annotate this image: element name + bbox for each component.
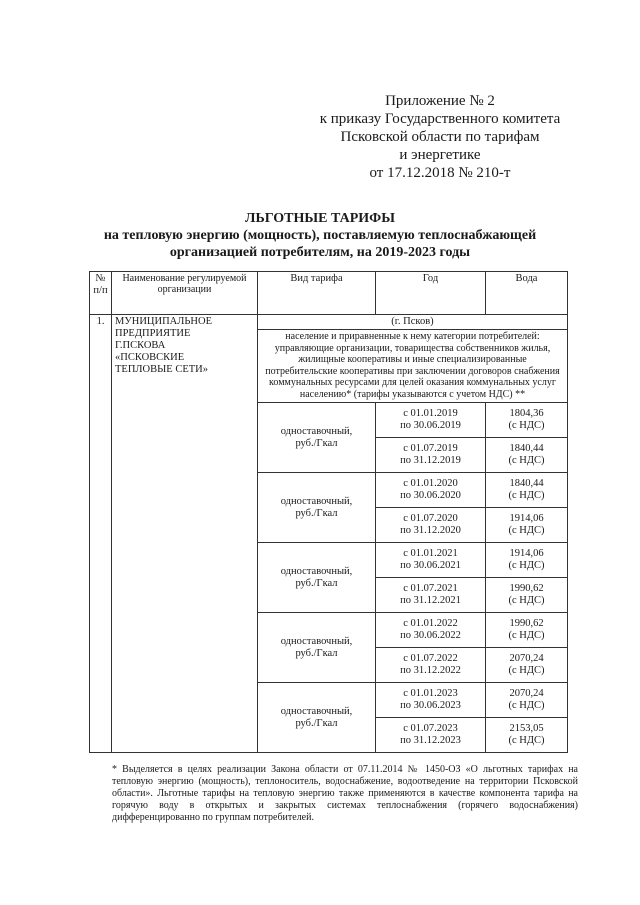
- tariff-value: [486, 508, 568, 543]
- header-year: Год: [376, 272, 486, 315]
- tariff-type-line: одноставочный,: [280, 705, 353, 717]
- header-type: Вид тарифа: [258, 272, 376, 315]
- tariff-value: [486, 543, 568, 578]
- vat-note: (с НДС): [508, 560, 545, 571]
- org-line: Г.ПСКОВА: [115, 340, 166, 351]
- tariff-unit: руб./Гкал: [295, 647, 338, 659]
- period-from: с 01.07.2022: [403, 653, 458, 664]
- vat-note: (с НДС): [508, 735, 545, 746]
- tariff-value: [486, 683, 568, 718]
- period-to: по 30.06.2022: [400, 630, 461, 641]
- period-to: по 31.12.2023: [400, 735, 461, 746]
- tariff-type: [258, 473, 376, 543]
- org-line: МУНИЦИПАЛЬНОЕ: [115, 316, 212, 327]
- period-to: по 31.12.2021: [400, 595, 461, 606]
- period-from: с 01.01.2020: [403, 478, 458, 489]
- title-line: организацией потребителям, на 2019-2023 годы: [169, 245, 471, 260]
- tariff-value: [486, 613, 568, 648]
- tariff-amount: 1914,06: [509, 513, 544, 524]
- table-row: [90, 315, 568, 330]
- period-cell: [376, 683, 486, 718]
- tariff-amount: 2070,24: [509, 688, 544, 699]
- period-to: по 31.12.2022: [400, 665, 461, 676]
- tariff-amount: 2070,24: [509, 653, 544, 664]
- period-cell: [376, 438, 486, 473]
- document-title: [90, 210, 550, 261]
- period-cell: [376, 473, 486, 508]
- period-from: с 01.01.2021: [403, 548, 458, 559]
- tariff-type-line: одноставочный,: [280, 635, 353, 647]
- org-line: ПРЕДПРИЯТИЕ: [115, 328, 191, 339]
- period-from: с 01.01.2022: [403, 618, 458, 629]
- period-to: по 30.06.2019: [400, 420, 461, 431]
- period-from: с 01.07.2020: [403, 513, 458, 524]
- title-line: ЛЬГОТНЫЕ ТАРИФЫ: [245, 211, 395, 226]
- header-org: Наименование регулируемой организации: [112, 272, 258, 315]
- org-line: ТЕПЛОВЫЕ СЕТИ»: [115, 364, 208, 375]
- vat-note: (с НДС): [508, 490, 545, 501]
- period-from: с 01.07.2021: [403, 583, 458, 594]
- table-body: [90, 315, 568, 753]
- appendix-line: и энергетике: [399, 147, 481, 163]
- tariff-unit: руб./Гкал: [295, 577, 338, 589]
- appendix-line: к приказу Государственного комитета: [319, 111, 561, 127]
- tariff-type-line: одноставочный,: [280, 425, 353, 437]
- organization-name: [112, 315, 258, 753]
- tariff-amount: 1840,44: [509, 443, 544, 454]
- period-to: по 30.06.2021: [400, 560, 461, 571]
- tariff-amount: 1840,44: [509, 478, 544, 489]
- period-to: по 30.06.2020: [400, 490, 461, 501]
- period-cell: [376, 403, 486, 438]
- vat-note: (с НДС): [508, 665, 545, 676]
- tariff-unit: руб./Гкал: [295, 717, 338, 729]
- tariff-type: [258, 403, 376, 473]
- tariff-type: [258, 613, 376, 683]
- tariff-value: [486, 718, 568, 753]
- tariff-amount: 1990,62: [509, 583, 544, 594]
- period-from: с 01.07.2023: [403, 723, 458, 734]
- tariff-unit: руб./Гкал: [295, 437, 338, 449]
- title-line: на тепловую энергию (мощность), поставляемую теплоснабжающей: [103, 228, 537, 243]
- period-cell: [376, 718, 486, 753]
- footnote: * Выделяется в целях реализации Закона области от 07.11.2014 № 1450-ОЗ «О льготных тарифах на тепловую энергию (мощность), теплоноситель, водоснабжение, водоотведение на территории Псковской области». Льготные тарифы на тепловую энергию также применяются в качестве компонента тарифа на горячую воду в открытых и закрытых системах теплоснабжения (горячего водоснабжения) дифференцированно по группам потребителей.: [112, 764, 578, 823]
- period-cell: [376, 613, 486, 648]
- tariff-amount: 1914,06: [509, 548, 544, 559]
- tariff-value: [486, 438, 568, 473]
- tariff-type: [258, 543, 376, 613]
- tariff-value: [486, 473, 568, 508]
- org-line: «ПСКОВСКИЕ: [115, 352, 185, 363]
- period-cell: [376, 648, 486, 683]
- period-to: по 31.12.2020: [400, 525, 461, 536]
- vat-note: (с НДС): [508, 595, 545, 606]
- tariff-value: [486, 648, 568, 683]
- vat-note: (с НДС): [508, 420, 545, 431]
- period-cell: [376, 578, 486, 613]
- city-cell: (г. Псков): [258, 315, 568, 330]
- tariff-type-line: одноставочный,: [280, 565, 353, 577]
- tariff-amount: 1804,36: [509, 408, 544, 419]
- appendix-header: [300, 92, 580, 182]
- tariff-type: [258, 683, 376, 753]
- tariff-value: [486, 403, 568, 438]
- vat-note: (с НДС): [508, 525, 545, 536]
- row-number: 1.: [90, 315, 112, 753]
- appendix-line: Псковской области по тарифам: [340, 129, 540, 145]
- tariff-type-line: одноставочный,: [280, 495, 353, 507]
- period-from: с 01.01.2023: [403, 688, 458, 699]
- tariff-table: [89, 271, 568, 753]
- consumer-category: население и приравненные к нему категории потребителей: управляющие организации, товарищества собственников жилья, жилищные кооперативы и иные специализированные потребительские кооперативы при заключении договоров снабжения коммунальных ресурсами для целей оказания коммунальных услуг населению* (тарифы указываются с учетом НДС) **: [258, 330, 568, 403]
- table-header-row: [90, 272, 568, 315]
- period-cell: [376, 543, 486, 578]
- period-from: с 01.01.2019: [403, 408, 458, 419]
- period-from: с 01.07.2019: [403, 443, 458, 454]
- tariff-amount: 2153,05: [509, 723, 544, 734]
- vat-note: (с НДС): [508, 700, 545, 711]
- tariff-amount: 1990,62: [509, 618, 544, 629]
- period-to: по 30.06.2023: [400, 700, 461, 711]
- header-num: № п/п: [90, 272, 112, 315]
- tariff-unit: руб./Гкал: [295, 507, 338, 519]
- vat-note: (с НДС): [508, 455, 545, 466]
- tariff-value: [486, 578, 568, 613]
- header-water: Вода: [486, 272, 568, 315]
- appendix-line: от 17.12.2018 № 210-т: [369, 165, 511, 181]
- period-cell: [376, 508, 486, 543]
- appendix-line: Приложение № 2: [385, 93, 495, 109]
- period-to: по 31.12.2019: [400, 455, 461, 466]
- vat-note: (с НДС): [508, 630, 545, 641]
